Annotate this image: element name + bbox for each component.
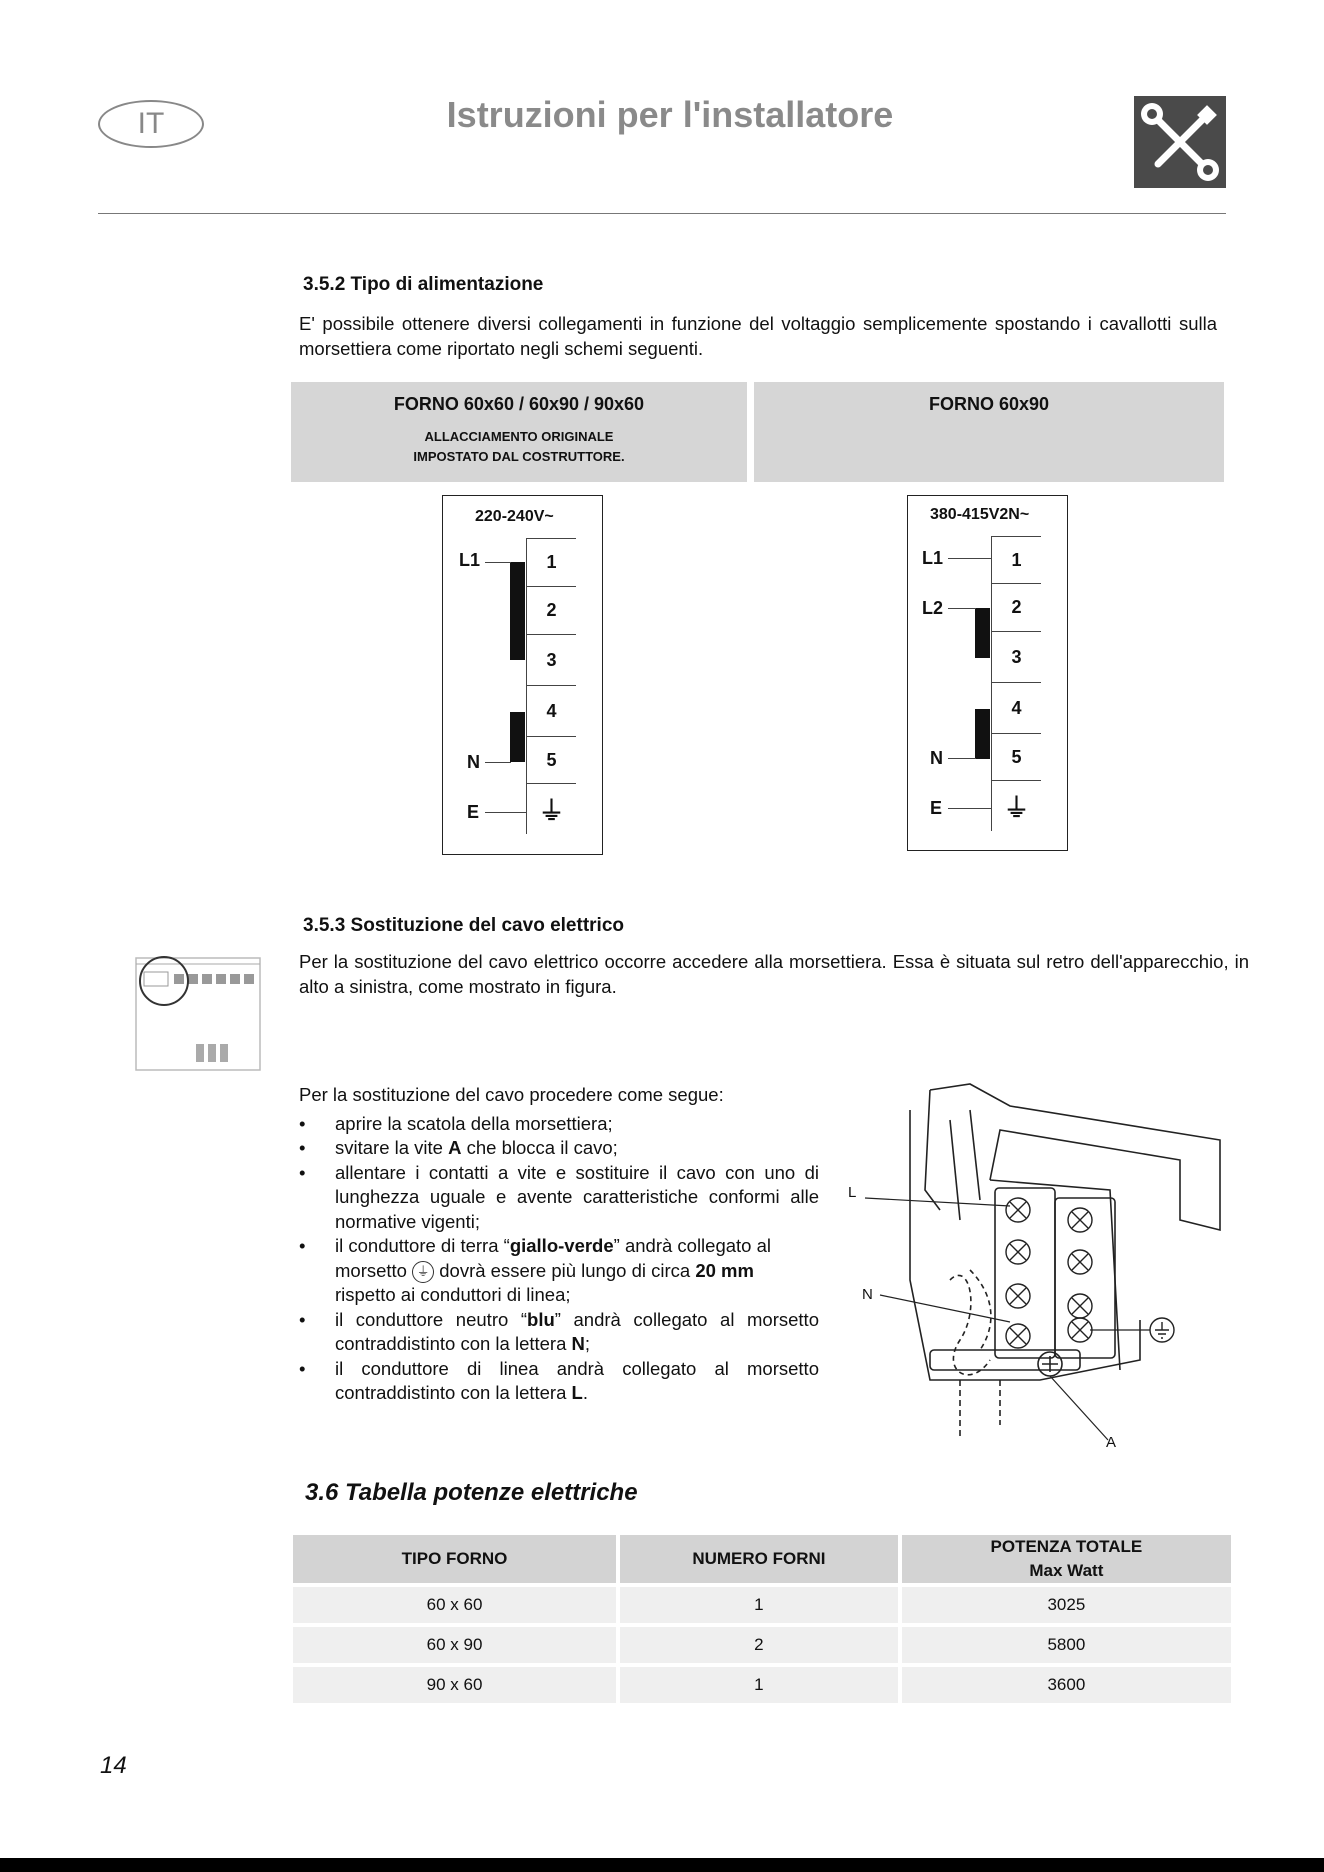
terminal-earth: ⏚: [991, 781, 1041, 831]
panel-left-sub2: IMPOSTATO DAL COSTRUTTORE.: [413, 449, 625, 464]
wire-line: [485, 762, 511, 763]
replacement-steps: [299, 1083, 819, 1406]
panel-forno-60x90: [754, 382, 1224, 482]
section-36-heading: 3.6 Tabella potenze elettriche: [305, 1479, 638, 1506]
panel-right-title: FORNO 60x90: [928, 394, 1050, 414]
label-n: N: [930, 748, 943, 768]
label-n: N: [467, 752, 480, 772]
list-item: • allentare i contatti a vite e sostituire il cavo con uno di lunghezza uguale e avente caratteristiche conformi alle normative vigenti;: [299, 1161, 819, 1232]
panel-left-sub1: ALLACCIAMENTO ORIGINALE: [424, 429, 614, 444]
figure-label-n: N: [862, 1286, 873, 1303]
terminal-diagram-380v: [907, 495, 1068, 851]
power-table: [289, 1531, 1235, 1707]
page-title: Istruzioni per l'installatore: [446, 94, 894, 135]
jumper-bar: [975, 608, 990, 658]
language-badge: IT: [98, 100, 204, 148]
figure-label-a: A: [1106, 1434, 1117, 1451]
wrench-screwdriver-icon: [1134, 96, 1226, 188]
jumper-bar: [510, 562, 525, 660]
label-e: E: [930, 798, 943, 818]
terminal-1: 1: [991, 536, 1041, 584]
panel-forno-60x60: [291, 382, 747, 482]
voltage-label: 220-240V~: [475, 508, 554, 525]
page-number: 14: [100, 1752, 127, 1779]
panel-left-title: FORNO 60x60 / 60x90 / 90x60: [393, 394, 645, 414]
list-item: • il conduttore di terra “giallo-verde” andrà collegato al morsetto ⏚ dovrà essere più lungo di circa 20 mm rispetto ai conduttori di linea;: [299, 1235, 772, 1305]
terminal-block-illustration: [850, 1080, 1230, 1460]
jumper-bar: [510, 712, 525, 762]
voltage-label: 380-415V2N~: [930, 506, 1030, 523]
terminal-4: 4: [991, 683, 1041, 734]
earth-symbol-icon: ⏚: [412, 1261, 434, 1283]
terminal-2: 2: [526, 586, 576, 635]
table-row: 60 x 60 1 3025: [293, 1587, 1231, 1623]
list-item: • aprire la scatola della morsettiera;: [299, 1112, 613, 1134]
steps-intro: Per la sostituzione del cavo procedere come segue:: [299, 1084, 724, 1105]
oven-back-illustration: [134, 950, 262, 1074]
terminal-5: 5: [991, 734, 1041, 781]
wire-line: [948, 808, 991, 809]
list-item: • il conduttore neutro “blu” andrà collegato al morsetto contraddistinto con la lettera N;: [299, 1308, 819, 1354]
wire-line: [485, 812, 526, 813]
jumper-bar: [975, 709, 990, 759]
table-row: 90 x 60 1 3600: [293, 1667, 1231, 1703]
table-header-row: [293, 1535, 1231, 1583]
col-header-tipo-forno: TIPO FORNO: [293, 1535, 616, 1583]
list-item: • il conduttore di linea andrà collegato al morsetto contraddistinto con la lettera L.: [299, 1357, 819, 1403]
bottom-edge-bar: [0, 1858, 1324, 1872]
label-l1: L1: [459, 550, 481, 570]
section-353-intro: Per la sostituzione del cavo elettrico occorre accedere alla morsettiera. Essa è situata sul retro dell'apparecchio, in alto a sinistra, come mostrato in figura.: [299, 951, 1249, 997]
table-row: 60 x 90 2 5800: [293, 1627, 1231, 1663]
label-l1: L1: [922, 548, 944, 568]
col-header-potenza: POTENZA TOTALE Max Watt: [902, 1535, 1231, 1583]
terminal-earth: ⏚: [526, 784, 576, 834]
col-header-numero-forni: NUMERO FORNI: [620, 1535, 898, 1583]
wire-line: [948, 558, 991, 559]
wire-line: [485, 562, 511, 563]
terminal-4: 4: [526, 686, 576, 737]
label-l2: L2: [922, 598, 944, 618]
section-353-heading: 3.5.3 Sostituzione del cavo elettrico: [303, 915, 624, 936]
figure-label-l: L: [848, 1184, 857, 1201]
header-rule: [98, 213, 1226, 214]
list-item: • svitare la vite A che blocca il cavo;: [299, 1137, 618, 1158]
terminal-diagram-220v: [442, 495, 603, 855]
terminal-3: 3: [991, 632, 1041, 683]
terminal-3: 3: [526, 635, 576, 686]
wire-line: [948, 608, 976, 609]
terminal-5: 5: [526, 737, 576, 784]
wire-line: [948, 758, 976, 759]
terminal-2: 2: [991, 583, 1041, 632]
section-352-heading: 3.5.2 Tipo di alimentazione: [303, 274, 544, 295]
section-352-intro: E' possibile ottenere diversi collegamenti in funzione del voltaggio semplicemente spostando i cavallotti sulla morsettiera come riportato negli schemi seguenti.: [299, 313, 1217, 359]
label-e: E: [467, 802, 480, 822]
terminal-1: 1: [526, 538, 576, 587]
